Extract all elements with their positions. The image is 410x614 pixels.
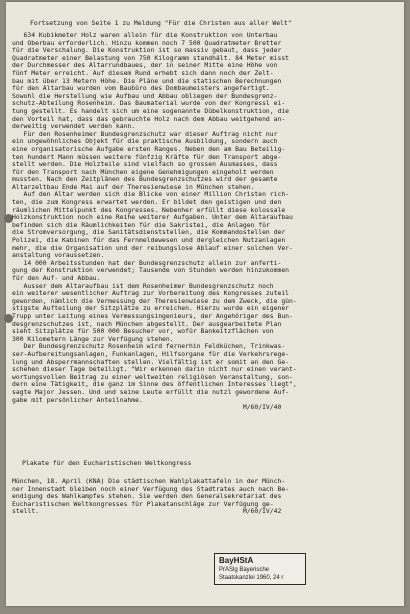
text-line: wortungsvollen Beitrag zu einer weltweiten religiösen Veranstaltung, son- (12, 372, 293, 381)
text-line: ten hundert Mann müssen weitere fünfzig Kräfte für den Transport abge- (12, 152, 282, 161)
text-line: räumlichen Mittelpunkt des Kongresses. Nebenher erfüllt diese kolossale (12, 205, 286, 214)
text-line: Der Bundesgrenzschutz Rosenheim wird fernerhin Feldküchen, Trinkwas- (12, 342, 286, 351)
text-line: befinden sich die Räumlichkeiten für die Sakristei, die Anlagen für (12, 220, 270, 229)
text-line: ten, die zum Kongress erwartet werden. Er bildet den geistigen und den (12, 198, 282, 207)
text-line: fünf Meter erreicht. Auf diesem Rund erhebt sich dann noch der Zelt- (12, 68, 274, 77)
document-page (6, 2, 404, 606)
text-line: ser-Aufbereitungsanlagen, Funkanlagen, Hilfsorgane für die Verkehrsrege- (12, 349, 290, 358)
text-line: M/60/IV/40 (12, 403, 282, 412)
text-line: ner Innenstadt bleiben noch einer Verfügung des Stadtrates auch nach Be- (12, 484, 290, 493)
text-line: Trupp unter Leitung eines Vermessungsingenieurs, der Angehöriger des Bun- (12, 311, 293, 320)
text-line: bau mit über 13 Metern Höhe. Die Pläne und die statischen Berechnungen (12, 76, 282, 85)
text-line: Altarzeltbau Ende Mai auf der Theresienwiese in München stehen. (12, 182, 255, 191)
text-line: sieht Sitzplätze für 500 000 Besucher vor, wofür Bankeitzflächen von (12, 327, 274, 336)
text-line: derweitig verwendet werden kann. (12, 122, 136, 131)
text-line: mussten. Nach den Zeitplänen des Bundesgrenzschutzes wird der gesamte (12, 175, 278, 184)
text-line: desgrenzschutzes ist, nach München abgestellt. Der ausgearbeitete Plan (12, 319, 282, 328)
text-line: dern eine Tätigkeit, die ganz im Sinne des öffentlichen Interesses liegt", (12, 380, 297, 389)
text-line: anstaltung voraussetzen. (12, 251, 105, 260)
stamp-line-3: Staatskanzlei 1960, 24 r (219, 575, 284, 581)
text-line: für den Auf- und Abbau. (12, 274, 101, 282)
text-line: geworden, nämlich die Vermessung der Theresienwiese zu dem Zweck, die gün- (12, 296, 297, 305)
text-line: eine organisatorische Aufgabe ersten Ranges. Neben den am Bau Beteilig- (12, 144, 286, 153)
text-line: lung und Absperrmannschaften stellen. Vielfältig ist er somit an den Ge- (12, 357, 290, 366)
text-line: 634 Kubikmeter Holz waren allein für die Konstruktion von Unterbau (12, 32, 278, 39)
text-line: tung gestellt. Es handelt sich um eine sogenannte Dübelkonstruktion, die (12, 106, 290, 115)
text-line: 14 000 Arbeitsstunden hat der Bundesgrenzschutz allein zur anferti- (12, 258, 282, 267)
archive-stamp (214, 553, 306, 585)
text-line: gung der Konstruktion verwendet; Tausende von Stunden werden hinzukommen (12, 266, 290, 275)
text-line: für den Transport nach München eigene Genehmigungen eingeholt werden (12, 167, 274, 176)
text-line: 300 Kilometern Länge zur Verfügung stehen. (12, 334, 174, 343)
text-line: der Durchmesser des Altarrundbaues, der in seiner Mitte eine Höhe von (12, 61, 278, 70)
article-body (12, 32, 398, 412)
text-line: stellt. M/60/IV/42 (12, 507, 282, 516)
text-line: und Oberbau erforderlich. Hinzu kommen noch 7 500 Quadratmeter Bretter (12, 38, 282, 47)
text-line: Ausser dem Altaraufbau ist dem Rosenheimer Bundesgrenzschutz noch (12, 281, 274, 290)
poster-article-body (12, 478, 398, 516)
text-line: für den Altarbau wurden vom Baubüro des Dombaumeisters angefertigt. (12, 84, 270, 93)
text-line: ein ungewöhnliches Objekt für die praktische Ausbildung, sondern auch (12, 137, 278, 146)
text-line: schutz-Abteilung Rosenheim. Das Baumaterial wurde von der Kongressl ei- (12, 99, 286, 108)
text-line: München, 18. April (KNA) Die städtischen Wahlplakattafeln in der Münch- (12, 478, 286, 485)
poster-title: Plakate für den Eucharistischen Weltkongress (22, 460, 192, 467)
stamp-line-2: PrASlg Bayerische (219, 567, 270, 573)
text-line: stigste Aufteilung der Sitzplätze zu erreichen. Hierzu wurde ein eigener (12, 304, 290, 313)
text-line: Polizei, die Kabinen für das Fernmeldewesen und dergleichen Nutzanlagen (12, 236, 286, 245)
stamp-line-1: BayHStA (219, 556, 254, 565)
text-line: schehen dieser Tage beteiligt. "Wir erkennen darin nicht nur einen verant- (12, 365, 297, 374)
text-line: die Stromversorgung, die Sanitätsdienststellen, die Kommandostellen der (12, 228, 286, 237)
text-line: stellt werden. Die Holzteile sind vielfach so grossen Ausmasses, dass (12, 160, 278, 169)
text-line: mehr, die die Organisation und der reibungslose Ablauf einer solchen Ver- (12, 243, 293, 252)
text-line: ein weiterer wesentlicher Auftrag zur Vorbereitung des Kongresses zuteil (12, 289, 290, 298)
text-line: Auf den Altar werden sich die Blicke von einer Million Christen rich- (12, 190, 290, 199)
text-line: Holzkonstruktion noch eine Reihe weiterer Aufgaben. Unter dem Altaraufbau (12, 213, 293, 222)
text-line: Eucharistischen Weltkongresses für Plakatanschläge zur Verfügung ge- (12, 499, 274, 508)
text-line: den Vorteil hat, dass das gebrauchte Holz nach dem Abbau weitgehend an- (12, 114, 286, 123)
text-line: für die Verschalung. Die Konstruktion ist so massiv gebaut, dass jeder (12, 46, 282, 55)
text-line: endigung des Wahlkampfes stehen. Sie werden den Generalsekretariat des (12, 492, 282, 501)
subtitle: Fortsetzung von Seite 1 zu Meldung "Für die Christen aus aller Welt" (30, 20, 292, 27)
text-line: gabe mit persönlicher Anteilnahme. (12, 395, 143, 404)
text-line: sagte Major Jessen. Und und seine Leute erfüllt die nutzl gewordene Auf- (12, 387, 290, 396)
text-line: Sowohl die Herstellung wie Aufbau und Abbau obliegen der Bundesgrenz- (12, 91, 278, 100)
text-line: Für den Rosenheimer Bundesgrenzschutz war dieser Auftrag nicht nur (12, 129, 278, 138)
text-line: Quadratmeter einer Belastung von 750 Kilogramm standhält. 84 Meter misst (12, 53, 290, 62)
